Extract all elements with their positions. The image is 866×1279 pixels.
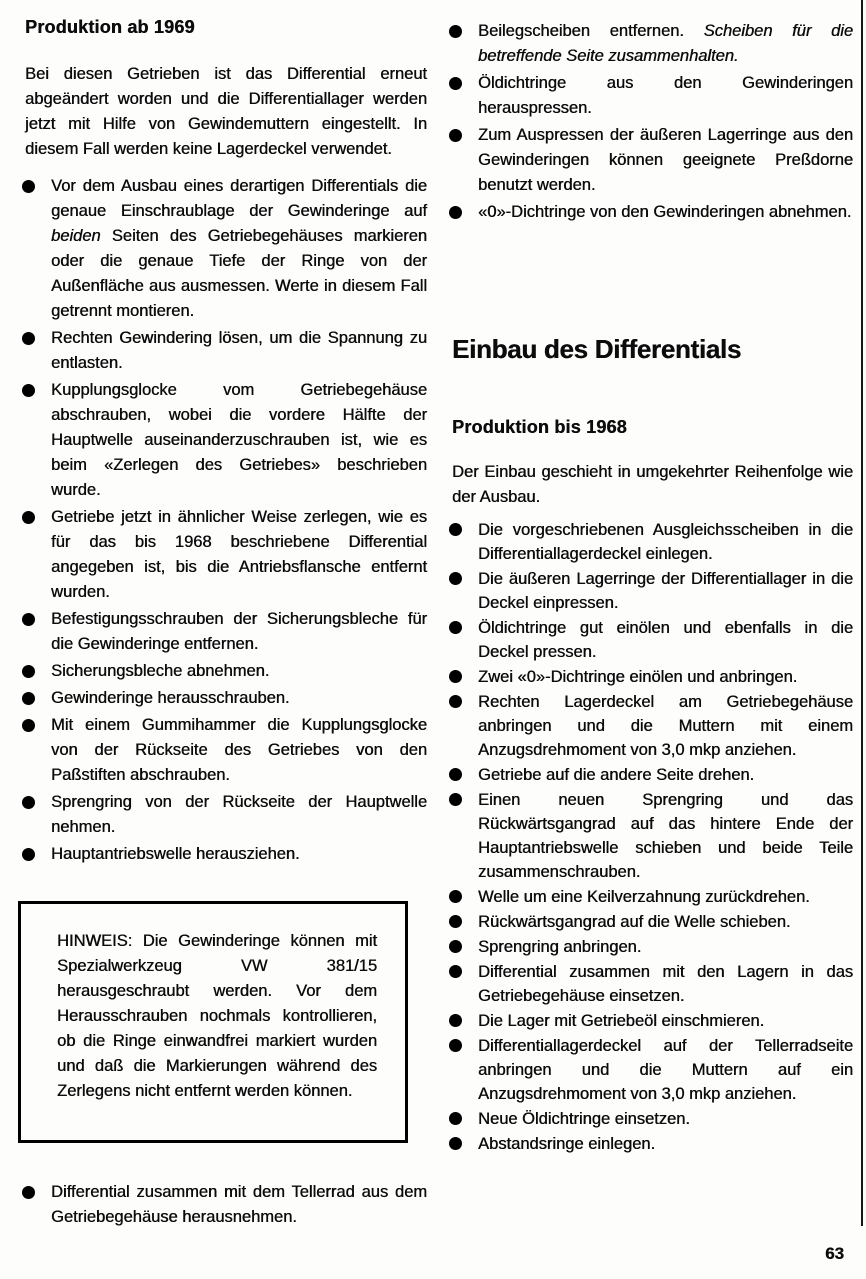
bullet-text: Getriebe auf die andere Seite drehen. xyxy=(478,766,755,784)
bullet-dot-icon xyxy=(449,768,462,781)
bullet-item xyxy=(449,1034,853,1106)
bullet-dot-icon xyxy=(449,523,462,536)
bullet-item xyxy=(449,200,853,225)
bullet-dot-icon xyxy=(449,621,462,634)
bullet-dot-icon xyxy=(449,793,462,806)
bullet-item xyxy=(449,910,853,934)
bullet-text: Einen neuen Sprengring und das Rückwärtsgangrad auf das hintere Ende der Hauptantriebswelle schieben und beide Teile zusammenschrauben. xyxy=(478,791,853,881)
bullet-text: Sprengring anbringen. xyxy=(478,938,642,956)
right-bullet-list xyxy=(452,518,853,1156)
bullet-item xyxy=(22,842,427,867)
bullet-item xyxy=(449,518,853,566)
bullet-dot-icon xyxy=(449,890,462,903)
left-column-heading: Produktion ab 1969 xyxy=(25,17,195,37)
bullet-text: Hauptantriebswelle herausziehen. xyxy=(51,845,300,863)
bullet-text: Vor dem Ausbau eines derartigen Differentials die genaue Einschraublage der Gewinderinge auf beiden Seiten des Getriebegehäuses markieren oder die genaue Tiefe der Ringe von der Außenfläche aus ausmessen. Werte in diesem Fall getrennt montieren. xyxy=(51,177,427,320)
left-column xyxy=(25,0,427,1232)
bullet-text: Abstandsringe einlegen. xyxy=(478,1135,656,1153)
left-intro-paragraph: Bei diesen Getrieben ist das Differential erneut abgeändert worden und die Differentiallager werden jetzt mit Hilfe von Gewindemuttern eingestellt. In diesem Fall werden keine Lagerdeckel verwendet. xyxy=(25,65,427,158)
left-bullet-list xyxy=(25,174,427,867)
bullet-item xyxy=(22,607,427,657)
bullet-item xyxy=(449,665,853,689)
bullet-dot-icon xyxy=(449,77,462,90)
bullet-item xyxy=(449,1132,853,1156)
bullet-dot-icon xyxy=(449,25,462,38)
bullet-text: Zwei «0»-Dichtringe einölen und anbringen. xyxy=(478,668,798,686)
right-column xyxy=(452,0,853,1157)
bullet-dot-icon xyxy=(22,613,35,626)
scan-edge-line xyxy=(861,0,863,1226)
bullet-text: Rechten Lagerdeckel am Getriebegehäuse anbringen und die Muttern mit einem Anzugsdrehmoment von 3,0 mkp anziehen. xyxy=(478,693,853,759)
bullet-text: Differentiallagerdeckel auf der Tellerradseite anbringen und die Muttern auf ein Anzugsdrehmoment von 3,0 mkp anziehen. xyxy=(478,1037,853,1103)
bullet-item xyxy=(22,686,427,711)
bullet-item xyxy=(449,788,853,884)
bullet-item xyxy=(22,174,427,324)
bullet-text: Differential zusammen mit dem Tellerrad aus dem Getriebegehäuse herausnehmen. xyxy=(51,1183,427,1226)
bullet-dot-icon xyxy=(449,129,462,142)
bullet-text: Die Lager mit Getriebeöl einschmieren. xyxy=(478,1012,765,1030)
bullet-dot-icon xyxy=(22,848,35,861)
bullet-item xyxy=(22,713,427,788)
bullet-dot-icon xyxy=(449,1112,462,1125)
bullet-item xyxy=(22,659,427,684)
bullet-item xyxy=(449,935,853,959)
bullet-item xyxy=(449,690,853,762)
bullet-dot-icon xyxy=(449,965,462,978)
bullet-item xyxy=(449,1107,853,1131)
bullet-dot-icon xyxy=(449,1137,462,1150)
bullet-item xyxy=(449,19,853,69)
page-number: 63 xyxy=(825,1244,844,1263)
bullet-text: Gewinderinge herausschrauben. xyxy=(51,689,290,707)
bullet-dot-icon xyxy=(22,692,35,705)
bullet-text: Die vorgeschriebenen Ausgleichsscheiben in die Differentiallagerdeckel einlegen. xyxy=(478,521,853,563)
right-column-subheading: Produktion bis 1968 xyxy=(452,417,627,437)
bullet-text: Getriebe jetzt in ähnlicher Weise zerlegen, wie es für das bis 1968 beschriebene Differential angegeben ist, bis die Antriebsflansche entfernt wurden. xyxy=(51,508,427,601)
bullet-dot-icon xyxy=(449,915,462,928)
bullet-text: Neue Öldichtringe einsetzen. xyxy=(478,1110,690,1128)
bullet-item xyxy=(449,885,853,909)
bullet-text: Öldichtringe aus den Gewinderingen herauspressen. xyxy=(478,74,853,117)
bullet-text: Kupplungsglocke vom Getriebegehäuse abschrauben, wobei die vordere Hälfte der Hauptwelle auseinanderzuschrauben ist, wie es beim «Zerlegen des Getriebes» beschrieben wurde. xyxy=(51,381,427,499)
bullet-dot-icon xyxy=(449,206,462,219)
bullet-item xyxy=(22,790,427,840)
bullet-dot-icon xyxy=(22,719,35,732)
bullet-text: Öldichtringe gut einölen und ebenfalls in die Deckel pressen. xyxy=(478,619,853,661)
bullet-dot-icon xyxy=(449,1039,462,1052)
bullet-dot-icon xyxy=(22,665,35,678)
bullet-item xyxy=(449,763,853,787)
bullet-item xyxy=(449,123,853,198)
bullet-text: Rechten Gewindering lösen, um die Spannung zu entlasten. xyxy=(51,329,427,372)
bullet-text: «0»-Dichtringe von den Gewinderingen abnehmen. xyxy=(478,203,852,221)
bullet-item xyxy=(22,505,427,605)
bullet-dot-icon xyxy=(22,1186,35,1199)
bullet-text: Differential zusammen mit den Lagern in das Getriebegehäuse einsetzen. xyxy=(478,963,853,1005)
section-heading: Einbau des Differentials xyxy=(452,334,741,364)
bullet-text: Mit einem Gummihammer die Kupplungsglocke von der Rückseite des Getriebes von den Paßstiften abschrauben. xyxy=(51,716,427,784)
bullet-dot-icon xyxy=(22,332,35,345)
bullet-text: Beilegscheiben entfernen. Scheiben für die betreffende Seite zusammenhalten. xyxy=(478,22,854,65)
bullet-item xyxy=(449,1009,853,1033)
bullet-text: Die äußeren Lagerringe der Differentiallager in die Deckel einpressen. xyxy=(478,570,853,612)
bullet-text: Zum Auspressen der äußeren Lagerringe aus den Gewinderingen können geeignete Preßdorne benutzt werden. xyxy=(478,126,853,194)
bullet-item xyxy=(449,960,853,1008)
bullet-item xyxy=(449,567,853,615)
bullet-text: Befestigungsschrauben der Sicherungsbleche für die Gewinderinge entfernen. xyxy=(51,610,427,653)
bullet-text: Sicherungsbleche abnehmen. xyxy=(51,662,270,680)
bullet-item xyxy=(449,616,853,664)
bullet-dot-icon xyxy=(449,670,462,683)
bullet-text: Welle um eine Keilverzahnung zurückdrehen. xyxy=(478,888,810,906)
bullet-dot-icon xyxy=(22,796,35,809)
bullet-item xyxy=(22,326,427,376)
bullet-dot-icon xyxy=(22,384,35,397)
bullet-item xyxy=(22,378,427,503)
hinweis-note-box xyxy=(18,901,408,1143)
bullet-dot-icon xyxy=(449,1014,462,1027)
bullet-dot-icon xyxy=(449,695,462,708)
right-top-bullet-list xyxy=(452,19,853,225)
bullet-item xyxy=(449,71,853,121)
bullet-text: Sprengring von der Rückseite der Hauptwelle nehmen. xyxy=(51,793,427,836)
bullet-dot-icon xyxy=(22,511,35,524)
left-bullet-list-after-note xyxy=(25,1180,427,1230)
bullet-dot-icon xyxy=(449,940,462,953)
bullet-item xyxy=(22,1180,427,1230)
bullet-dot-icon xyxy=(449,572,462,585)
hinweis-note-text: HINWEIS: Die Gewinderinge können mit Spezialwerkzeug VW 381/15 herausgeschraubt werden. Vor dem Herausschrauben nochmals kontrollieren, ob die Ringe einwandfrei markiert wurden und daß die Markierungen während des Zerlegens nicht entfernt werden können. xyxy=(57,932,377,1100)
bullet-dot-icon xyxy=(22,180,35,193)
right-intro-paragraph: Der Einbau geschieht in umgekehrter Reihenfolge wie der Ausbau. xyxy=(452,463,853,506)
bullet-text: Rückwärtsgangrad auf die Welle schieben. xyxy=(478,913,791,931)
